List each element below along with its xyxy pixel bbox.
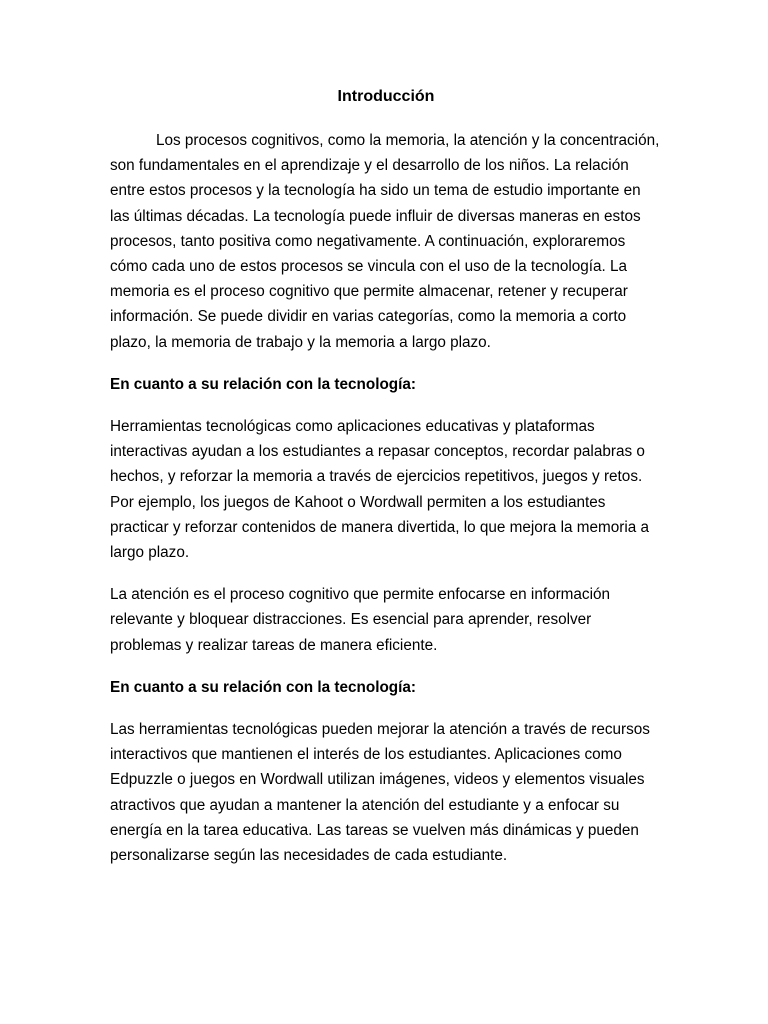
subheading-memory-technology: En cuanto a su relación con la tecnología: bbox=[110, 375, 416, 393]
paragraph-attention-tools: Las herramientas tecnológicas pueden mejorar la atención a través de recursos interactivos que mantienen el interés de los estudiantes. Aplicaciones como Edpuzzle o juegos en Wordwall utilizan imágenes, videos y elementos visuales atractivos que ayudan a mantener la atención del estudiante y a enfocar su energía en la tarea educativa. Las tareas se vuelven más dinámicas y pueden personalizarse según las necesidades de cada estudiante. bbox=[110, 721, 650, 865]
paragraph-intro: Los procesos cognitivos, como la memoria, la atención y la concentración, son fundamentales en el aprendizaje y el desarrollo de los niños. La relación entre estos procesos y la tecnología ha sido un tema de estudio importante en las últimas décadas. La tecnología puede influir de diversas maneras en estos procesos, tanto positiva como negativamente. A continuación, exploraremos cómo cada uno de estos procesos se vincula con el uso de la tecnología. La memoria es el proceso cognitivo que permite almacenar, retener y recuperar información. Se puede dividir en varias categorías, como la memoria a corto plazo, la memoria de trabajo y la memoria a largo plazo. bbox=[110, 132, 660, 351]
document-body bbox=[110, 86, 662, 868]
document-title: Introducción bbox=[337, 88, 435, 105]
paragraph-attention: La atención es el proceso cognitivo que permite enfocarse en información relevante y bloquear distracciones. Es esencial para aprender, resolver problemas y realizar tareas de manera eficiente. bbox=[110, 586, 610, 654]
paragraph-memory-tools: Herramientas tecnológicas como aplicaciones educativas y plataformas interactivas ayudan a los estudiantes a repasar conceptos, recordar palabras o hechos, y reforzar la memoria a través de ejercicios repetitivos, juegos y retos. Por ejemplo, los juegos de Kahoot o Wordwall permiten a los estudiantes practicar y reforzar contenidos de manera divertida, lo que mejora la memoria a largo plazo. bbox=[110, 418, 650, 562]
subheading-attention-technology: En cuanto a su relación con la tecnología: bbox=[110, 678, 416, 696]
